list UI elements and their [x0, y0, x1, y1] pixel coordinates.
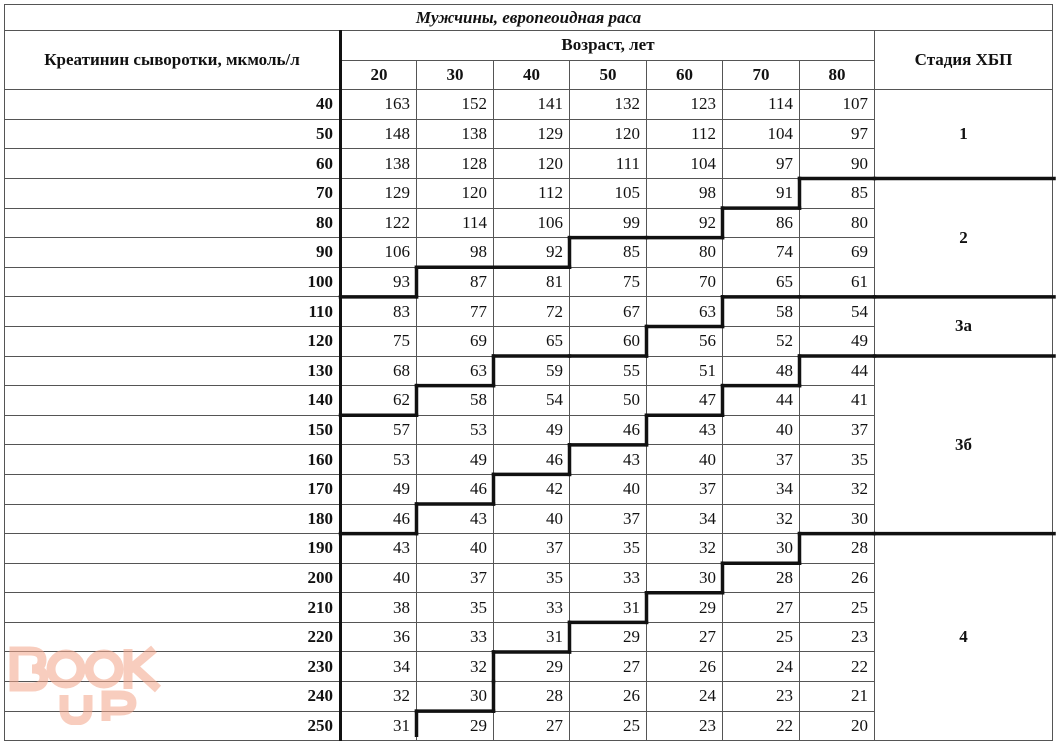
egfr-cell: 65 — [494, 326, 570, 356]
table-row — [5, 90, 1053, 120]
egfr-cell: 23 — [800, 622, 875, 652]
egfr-cell: 27 — [494, 711, 570, 741]
egfr-cell: 29 — [417, 711, 494, 741]
creatinine-value: 150 — [5, 415, 341, 445]
table-row — [5, 356, 1053, 386]
egfr-cell: 104 — [723, 119, 800, 149]
egfr-cell: 43 — [570, 445, 647, 475]
egfr-cell: 26 — [800, 563, 875, 593]
egfr-cell: 129 — [341, 178, 417, 208]
egfr-cell: 29 — [570, 622, 647, 652]
egfr-cell: 30 — [723, 534, 800, 564]
egfr-cell: 31 — [341, 711, 417, 741]
egfr-cell: 40 — [647, 445, 723, 475]
egfr-cell: 58 — [723, 297, 800, 327]
egfr-cell: 53 — [417, 415, 494, 445]
age-col-header: 30 — [417, 60, 494, 90]
egfr-cell: 91 — [723, 178, 800, 208]
ckd-stage-cell: 3а — [875, 297, 1053, 356]
egfr-cell: 61 — [800, 267, 875, 297]
ckd-stage-cell: 4 — [875, 534, 1053, 741]
egfr-cell: 123 — [647, 90, 723, 120]
egfr-cell: 52 — [723, 326, 800, 356]
creatinine-value: 190 — [5, 534, 341, 564]
creatinine-value: 200 — [5, 563, 341, 593]
egfr-cell: 60 — [570, 326, 647, 356]
egfr-cell: 28 — [723, 563, 800, 593]
table-row — [5, 297, 1053, 327]
egfr-cell: 47 — [647, 386, 723, 416]
creatinine-value: 50 — [5, 119, 341, 149]
creatinine-value: 240 — [5, 682, 341, 712]
egfr-cell: 80 — [647, 238, 723, 268]
egfr-cell: 33 — [570, 563, 647, 593]
creatinine-value: 230 — [5, 652, 341, 682]
egfr-cell: 22 — [723, 711, 800, 741]
egfr-cell: 75 — [341, 326, 417, 356]
egfr-cell: 114 — [723, 90, 800, 120]
egfr-cell: 23 — [723, 682, 800, 712]
creatinine-value: 130 — [5, 356, 341, 386]
age-col-header: 50 — [570, 60, 647, 90]
creatinine-value: 250 — [5, 711, 341, 741]
egfr-cell: 41 — [800, 386, 875, 416]
egfr-cell: 148 — [341, 119, 417, 149]
egfr-cell: 35 — [800, 445, 875, 475]
creatinine-value: 100 — [5, 267, 341, 297]
egfr-cell: 53 — [341, 445, 417, 475]
ckd-stage-cell: 3б — [875, 356, 1053, 534]
egfr-cell: 35 — [570, 534, 647, 564]
egfr-cell: 132 — [570, 90, 647, 120]
egfr-cell: 28 — [494, 682, 570, 712]
stage-header: Стадия ХБП — [875, 31, 1053, 90]
egfr-cell: 138 — [417, 119, 494, 149]
egfr-cell: 27 — [570, 652, 647, 682]
egfr-cell: 81 — [494, 267, 570, 297]
egfr-cell: 87 — [417, 267, 494, 297]
egfr-cell: 59 — [494, 356, 570, 386]
egfr-cell: 44 — [800, 356, 875, 386]
egfr-cell: 104 — [647, 149, 723, 179]
egfr-cell: 67 — [570, 297, 647, 327]
egfr-cell: 43 — [647, 415, 723, 445]
egfr-cell: 32 — [417, 652, 494, 682]
egfr-cell: 55 — [570, 356, 647, 386]
creatinine-value: 120 — [5, 326, 341, 356]
table-row — [5, 534, 1053, 564]
egfr-cell: 74 — [723, 238, 800, 268]
egfr-cell: 54 — [494, 386, 570, 416]
creatinine-value: 160 — [5, 445, 341, 475]
egfr-cell: 62 — [341, 386, 417, 416]
egfr-cell: 37 — [723, 445, 800, 475]
egfr-cell: 48 — [723, 356, 800, 386]
egfr-cell: 106 — [494, 208, 570, 238]
creatinine-value: 80 — [5, 208, 341, 238]
egfr-cell: 34 — [647, 504, 723, 534]
egfr-cell: 120 — [417, 178, 494, 208]
egfr-cell: 120 — [570, 119, 647, 149]
egfr-cell: 85 — [570, 238, 647, 268]
egfr-cell: 37 — [570, 504, 647, 534]
egfr-cell: 65 — [723, 267, 800, 297]
egfr-cell: 111 — [570, 149, 647, 179]
egfr-cell: 138 — [341, 149, 417, 179]
egfr-cell: 32 — [800, 474, 875, 504]
egfr-cell: 112 — [647, 119, 723, 149]
egfr-cell: 29 — [647, 593, 723, 623]
egfr-cell: 85 — [800, 178, 875, 208]
creatinine-value: 110 — [5, 297, 341, 327]
egfr-cell: 152 — [417, 90, 494, 120]
egfr-cell: 43 — [417, 504, 494, 534]
egfr-cell: 37 — [800, 415, 875, 445]
egfr-cell: 129 — [494, 119, 570, 149]
egfr-cell: 120 — [494, 149, 570, 179]
egfr-cell: 128 — [417, 149, 494, 179]
egfr-cell: 22 — [800, 652, 875, 682]
egfr-cell: 107 — [800, 90, 875, 120]
egfr-cell: 86 — [723, 208, 800, 238]
table-row — [5, 178, 1053, 208]
egfr-cell: 90 — [800, 149, 875, 179]
egfr-cell: 27 — [723, 593, 800, 623]
egfr-cell: 122 — [341, 208, 417, 238]
egfr-cell: 99 — [570, 208, 647, 238]
egfr-cell: 35 — [417, 593, 494, 623]
creatinine-value: 210 — [5, 593, 341, 623]
egfr-cell: 44 — [723, 386, 800, 416]
egfr-cell: 40 — [494, 504, 570, 534]
egfr-cell: 37 — [647, 474, 723, 504]
egfr-cell: 75 — [570, 267, 647, 297]
age-col-header: 20 — [341, 60, 417, 90]
age-header: Возраст, лет — [341, 31, 875, 61]
egfr-cell: 40 — [341, 563, 417, 593]
egfr-cell: 26 — [570, 682, 647, 712]
egfr-cell: 33 — [494, 593, 570, 623]
egfr-cell: 25 — [570, 711, 647, 741]
egfr-cell: 25 — [800, 593, 875, 623]
egfr-cell: 40 — [570, 474, 647, 504]
egfr-cell: 32 — [723, 504, 800, 534]
egfr-cell: 49 — [341, 474, 417, 504]
creatinine-value: 90 — [5, 238, 341, 268]
egfr-cell: 37 — [417, 563, 494, 593]
egfr-cell: 28 — [800, 534, 875, 564]
age-col-header: 60 — [647, 60, 723, 90]
egfr-cell: 106 — [341, 238, 417, 268]
egfr-cell: 36 — [341, 622, 417, 652]
egfr-cell: 42 — [494, 474, 570, 504]
egfr-cell: 49 — [800, 326, 875, 356]
egfr-cell: 26 — [647, 652, 723, 682]
egfr-cell: 97 — [723, 149, 800, 179]
creatinine-header: Креатинин сыворотки, мкмоль/л — [5, 31, 341, 90]
egfr-cell: 46 — [570, 415, 647, 445]
creatinine-value: 140 — [5, 386, 341, 416]
egfr-cell: 51 — [647, 356, 723, 386]
egfr-cell: 58 — [417, 386, 494, 416]
egfr-cell: 43 — [341, 534, 417, 564]
egfr-cell: 27 — [647, 622, 723, 652]
egfr-cell: 31 — [494, 622, 570, 652]
creatinine-value: 170 — [5, 474, 341, 504]
egfr-cell: 56 — [647, 326, 723, 356]
age-col-header: 40 — [494, 60, 570, 90]
egfr-cell: 35 — [494, 563, 570, 593]
egfr-cell: 46 — [417, 474, 494, 504]
egfr-cell: 68 — [341, 356, 417, 386]
egfr-cell: 30 — [800, 504, 875, 534]
egfr-cell: 38 — [341, 593, 417, 623]
egfr-cell: 57 — [341, 415, 417, 445]
ckd-stage-cell: 2 — [875, 178, 1053, 296]
egfr-cell: 69 — [417, 326, 494, 356]
egfr-cell: 77 — [417, 297, 494, 327]
creatinine-value: 60 — [5, 149, 341, 179]
egfr-cell: 32 — [647, 534, 723, 564]
egfr-cell: 114 — [417, 208, 494, 238]
age-col-header: 70 — [723, 60, 800, 90]
egfr-cell: 97 — [800, 119, 875, 149]
egfr-cell: 98 — [647, 178, 723, 208]
egfr-cell: 63 — [417, 356, 494, 386]
egfr-cell: 49 — [417, 445, 494, 475]
egfr-cell: 92 — [647, 208, 723, 238]
egfr-cell: 83 — [341, 297, 417, 327]
egfr-cell: 24 — [647, 682, 723, 712]
egfr-cell: 23 — [647, 711, 723, 741]
creatinine-value: 220 — [5, 622, 341, 652]
egfr-cell: 25 — [723, 622, 800, 652]
egfr-cell: 163 — [341, 90, 417, 120]
creatinine-value: 70 — [5, 178, 341, 208]
egfr-cell: 49 — [494, 415, 570, 445]
egfr-cell: 70 — [647, 267, 723, 297]
egfr-cell: 50 — [570, 386, 647, 416]
egfr-cell: 141 — [494, 90, 570, 120]
egfr-cell: 80 — [800, 208, 875, 238]
egfr-cell: 31 — [570, 593, 647, 623]
egfr-cell: 98 — [417, 238, 494, 268]
egfr-table — [4, 4, 1053, 741]
egfr-cell: 34 — [723, 474, 800, 504]
egfr-cell: 21 — [800, 682, 875, 712]
egfr-cell: 37 — [494, 534, 570, 564]
egfr-cell: 93 — [341, 267, 417, 297]
egfr-cell: 40 — [417, 534, 494, 564]
egfr-cell: 46 — [494, 445, 570, 475]
egfr-cell: 112 — [494, 178, 570, 208]
egfr-cell: 33 — [417, 622, 494, 652]
egfr-cell: 30 — [417, 682, 494, 712]
egfr-cell: 105 — [570, 178, 647, 208]
age-col-header: 80 — [800, 60, 875, 90]
egfr-cell: 40 — [723, 415, 800, 445]
ckd-stage-cell: 1 — [875, 90, 1053, 179]
egfr-cell: 20 — [800, 711, 875, 741]
egfr-cell: 29 — [494, 652, 570, 682]
egfr-cell: 32 — [341, 682, 417, 712]
table-title: Мужчины, европеоидная раса — [5, 5, 1053, 31]
egfr-cell: 34 — [341, 652, 417, 682]
creatinine-value: 180 — [5, 504, 341, 534]
egfr-cell: 46 — [341, 504, 417, 534]
egfr-cell: 72 — [494, 297, 570, 327]
egfr-cell: 24 — [723, 652, 800, 682]
creatinine-value: 40 — [5, 90, 341, 120]
egfr-cell: 54 — [800, 297, 875, 327]
egfr-cell: 30 — [647, 563, 723, 593]
egfr-cell: 63 — [647, 297, 723, 327]
egfr-cell: 92 — [494, 238, 570, 268]
egfr-cell: 69 — [800, 238, 875, 268]
